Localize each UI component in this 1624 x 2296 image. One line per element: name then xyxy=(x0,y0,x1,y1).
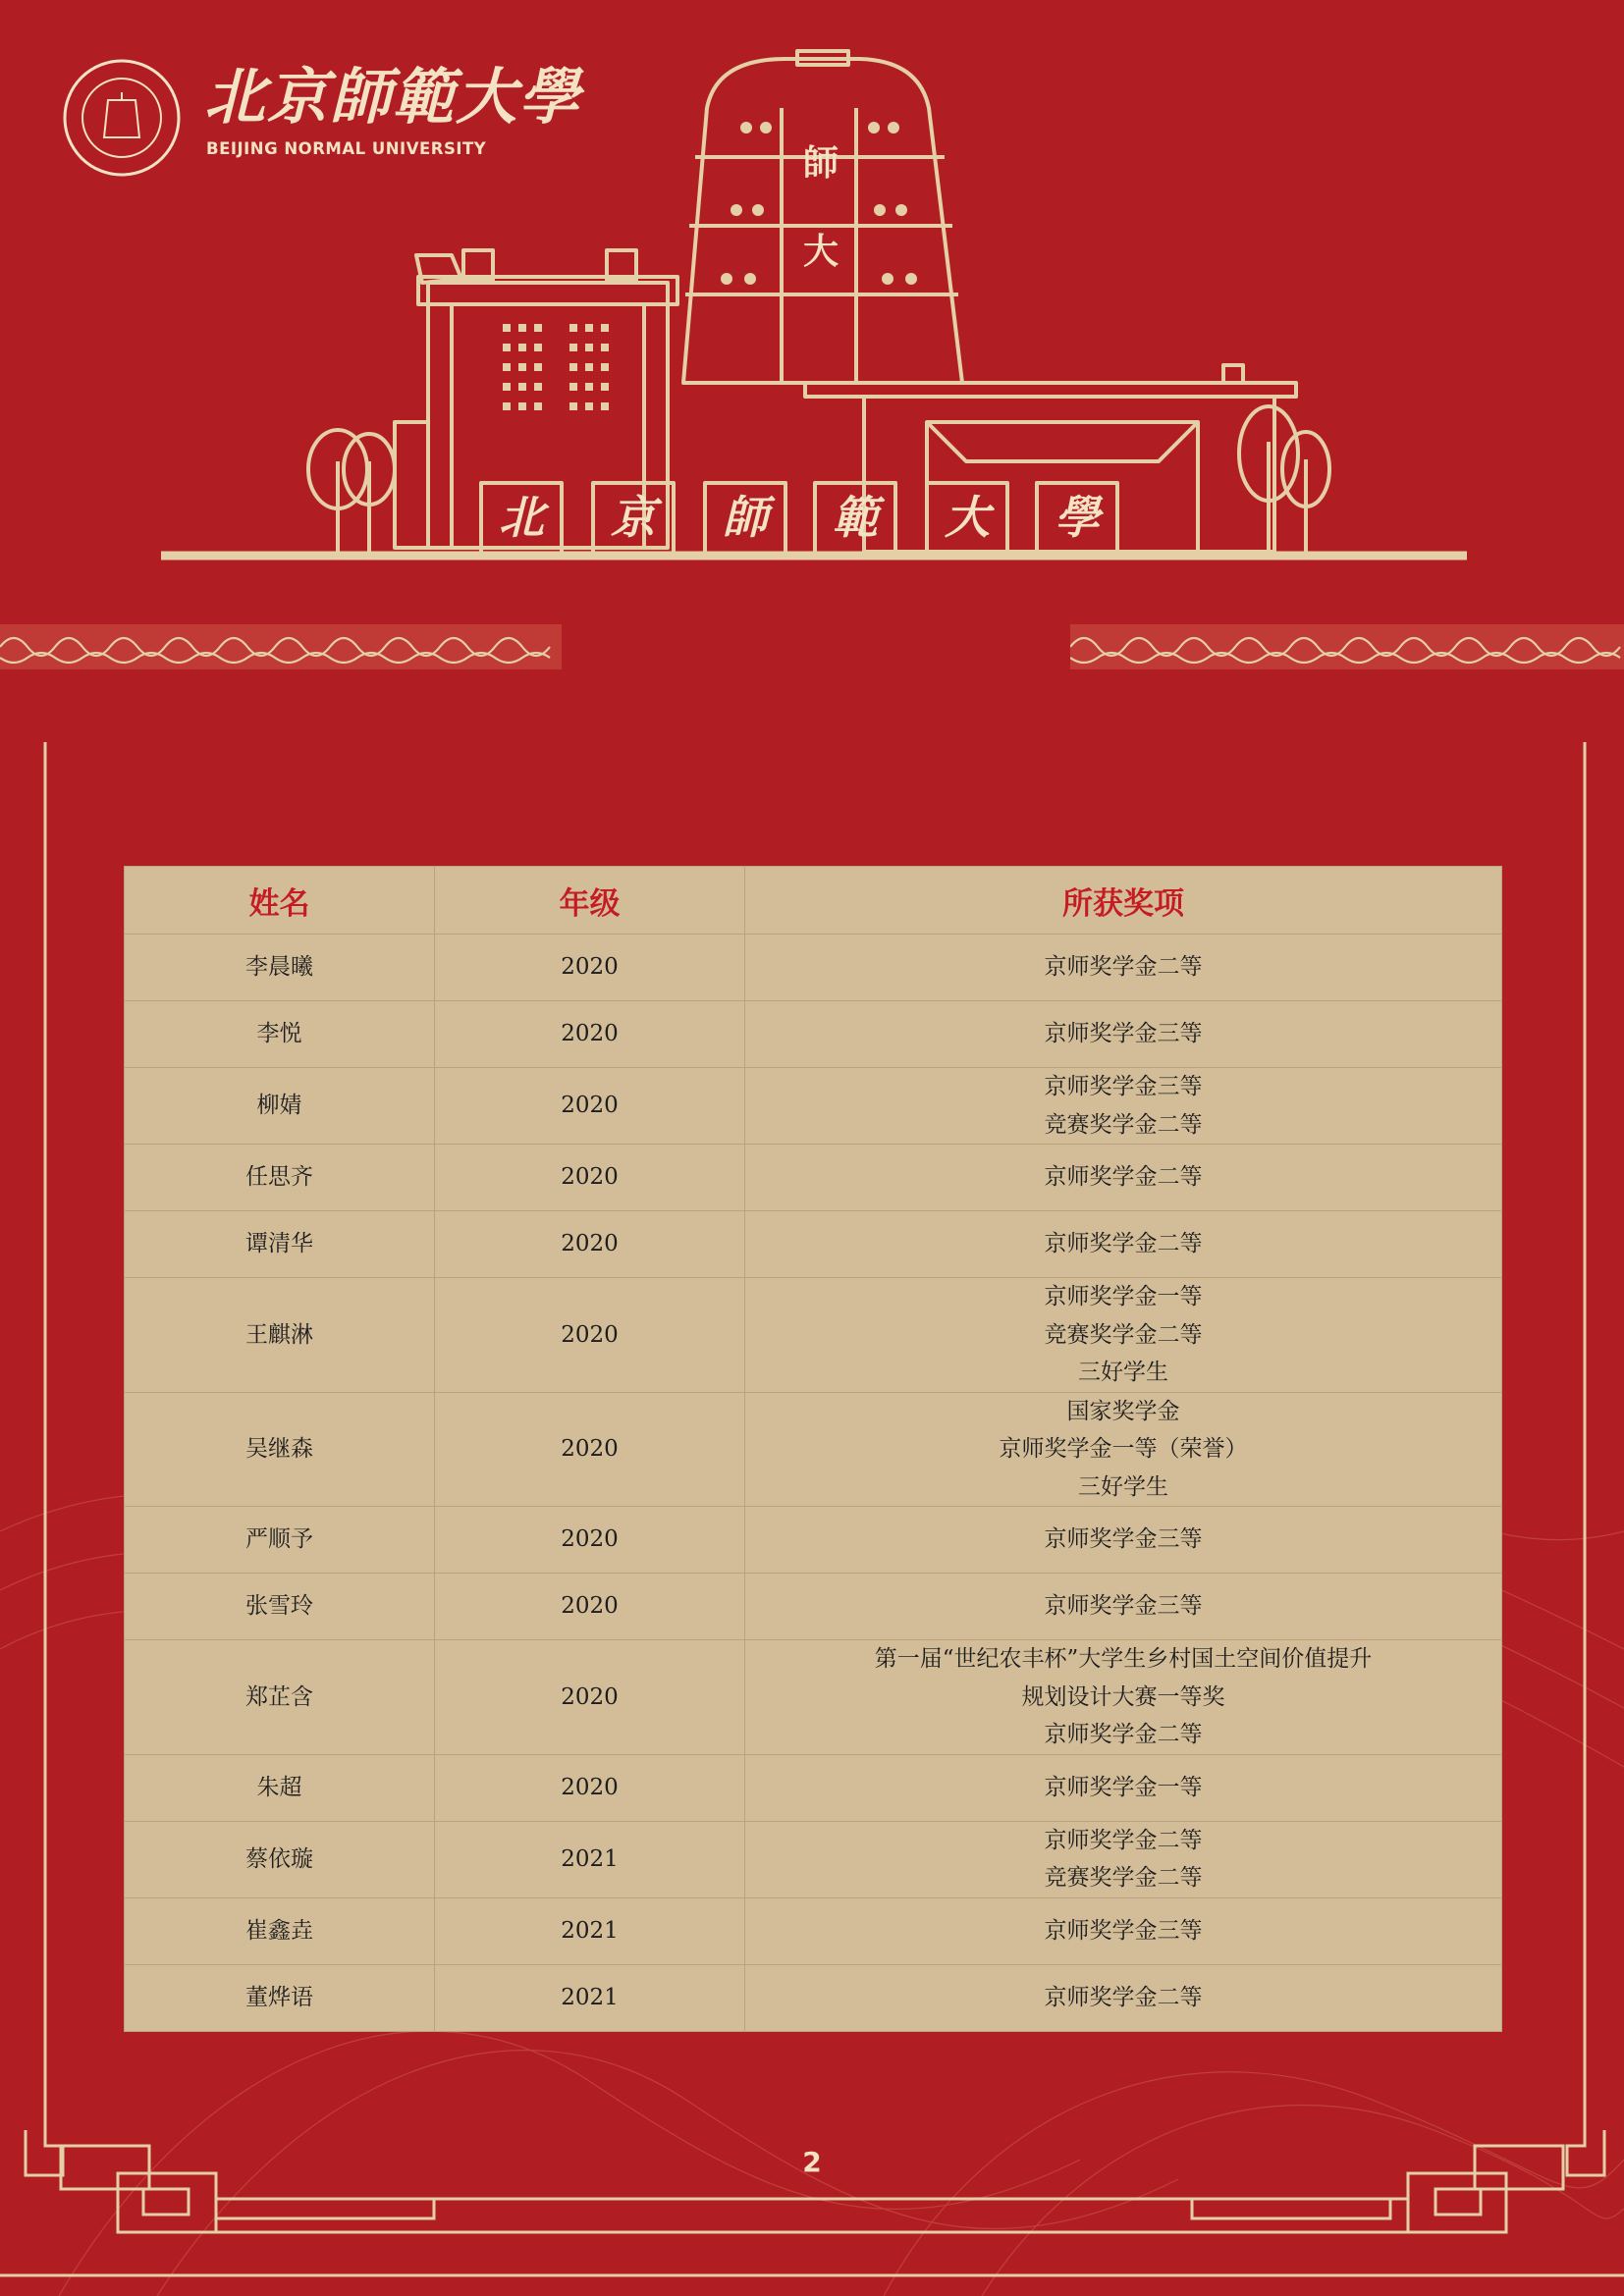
awards-cell xyxy=(745,1821,1502,1897)
table-row xyxy=(125,1001,1502,1068)
cloud-pattern-right xyxy=(1070,624,1624,669)
university-seal-icon xyxy=(61,57,183,179)
award-item: 京师奖学金二等 xyxy=(1044,954,1203,981)
award-item: 京师奖学金二等 xyxy=(1044,1984,1203,2010)
table-row xyxy=(125,1897,1502,1964)
award-item: 竞赛奖学金二等 xyxy=(1044,1111,1203,1138)
awards-cell xyxy=(745,934,1502,1001)
student-name-cell: 柳婧 xyxy=(125,1068,435,1145)
grade-cell: 2020 xyxy=(435,1211,745,1278)
award-item: 规划设计大赛一等奖 xyxy=(1021,1683,1225,1710)
award-item: 三好学生 xyxy=(1078,1473,1168,1500)
table-row xyxy=(125,1211,1502,1278)
grade-cell: 2021 xyxy=(435,1821,745,1897)
table-row xyxy=(125,1507,1502,1574)
student-name-cell: 李晨曦 xyxy=(125,934,435,1001)
awards-cell xyxy=(745,1068,1502,1145)
grade-cell: 2020 xyxy=(435,934,745,1001)
grade-cell: 2020 xyxy=(435,1574,745,1640)
awards-cell xyxy=(745,1001,1502,1068)
award-item: 京师奖学金二等 xyxy=(1044,1722,1203,1747)
table-row xyxy=(125,1068,1502,1145)
student-name-cell: 崔鑫垚 xyxy=(125,1897,435,1964)
student-name-cell: 朱超 xyxy=(125,1754,435,1821)
awards-cell xyxy=(745,1507,1502,1574)
gate-char-6: 學 xyxy=(1055,491,1100,544)
grade-cell: 2020 xyxy=(435,1754,745,1821)
award-item: 京师奖学金三等 xyxy=(1044,1526,1203,1553)
student-name-cell: 任思齐 xyxy=(125,1145,435,1211)
gate-char-2: 京 xyxy=(611,491,656,544)
grade-cell: 2020 xyxy=(435,1392,745,1507)
student-name-cell: 王麒淋 xyxy=(125,1278,435,1393)
awards-cell xyxy=(745,1640,1502,1755)
awards-cell xyxy=(745,1897,1502,1964)
award-item: 京师奖学金三等 xyxy=(1044,1593,1203,1620)
gate-char-4: 範 xyxy=(833,491,878,544)
grade-cell: 2020 xyxy=(435,1278,745,1393)
table-row xyxy=(125,1821,1502,1897)
award-item: 京师奖学金一等（荣誉） xyxy=(999,1436,1248,1462)
awards-cell xyxy=(745,1964,1502,2031)
grade-cell: 2020 xyxy=(435,1507,745,1574)
award-item: 京师奖学金三等 xyxy=(1044,1917,1203,1944)
awards-cell xyxy=(745,1211,1502,1278)
award-item: 第一届“世纪农丰杯”大学生乡村国土空间价值提升 xyxy=(874,1646,1373,1672)
student-name-cell: 郑芷含 xyxy=(125,1640,435,1755)
column-header-name: 姓名 xyxy=(125,867,435,934)
tower-char-2: 大 xyxy=(802,231,839,272)
awards-cell xyxy=(745,1145,1502,1211)
tower-char-1: 師 xyxy=(802,142,839,184)
grade-cell: 2020 xyxy=(435,1001,745,1068)
award-item: 京师奖学金二等 xyxy=(1044,1164,1203,1191)
award-item: 京师奖学金二等 xyxy=(1044,1231,1203,1257)
table-body xyxy=(125,934,1502,2032)
table-row xyxy=(125,1574,1502,1640)
awards-cell xyxy=(745,1754,1502,1821)
student-name-cell: 李悦 xyxy=(125,1001,435,1068)
grade-cell: 2021 xyxy=(435,1964,745,2031)
awards-table xyxy=(124,866,1502,2032)
award-item: 京师奖学金三等 xyxy=(1044,1074,1203,1099)
award-item: 竞赛奖学金二等 xyxy=(1044,1321,1203,1348)
gate-char-3: 師 xyxy=(723,491,768,544)
award-item: 竞赛奖学金二等 xyxy=(1044,1865,1203,1891)
awards-cell xyxy=(745,1278,1502,1393)
award-item: 京师奖学金一等 xyxy=(1044,1774,1203,1800)
table-header-row xyxy=(125,867,1502,934)
table-row xyxy=(125,1754,1502,1821)
award-item: 京师奖学金三等 xyxy=(1044,1021,1203,1047)
table-row xyxy=(125,934,1502,1001)
table-row xyxy=(125,1392,1502,1507)
table-row xyxy=(125,1964,1502,2031)
table-row xyxy=(125,1640,1502,1755)
grade-cell: 2020 xyxy=(435,1145,745,1211)
awards-cell xyxy=(745,1574,1502,1640)
cloud-pattern-left xyxy=(0,624,562,669)
awards-cell xyxy=(745,1392,1502,1507)
page-number: 2 xyxy=(802,2146,822,2178)
table-row xyxy=(125,1145,1502,1211)
grade-cell: 2020 xyxy=(435,1068,745,1145)
award-item: 国家奖学金 xyxy=(1066,1398,1180,1424)
column-header-grade: 年级 xyxy=(435,867,745,934)
student-name-cell: 董烨语 xyxy=(125,1964,435,2031)
gate-char-5: 大 xyxy=(945,491,990,544)
award-item: 三好学生 xyxy=(1078,1360,1168,1385)
student-name-cell: 严顺予 xyxy=(125,1507,435,1574)
table-row xyxy=(125,1278,1502,1393)
award-item: 京师奖学金二等 xyxy=(1044,1827,1203,1853)
grade-cell: 2020 xyxy=(435,1640,745,1755)
student-name-cell: 张雪玲 xyxy=(125,1574,435,1640)
student-name-cell: 吴继森 xyxy=(125,1392,435,1507)
university-name-cn: 北京師範大學 xyxy=(204,61,582,133)
award-item: 京师奖学金一等 xyxy=(1044,1284,1203,1309)
student-name-cell: 谭清华 xyxy=(125,1211,435,1278)
student-name-cell: 蔡依璇 xyxy=(125,1821,435,1897)
column-header-awards: 所获奖项 xyxy=(745,867,1502,934)
university-name-en: BEIJING NORMAL UNIVERSITY xyxy=(206,139,487,158)
grade-cell: 2021 xyxy=(435,1897,745,1964)
gate-char-1: 北 xyxy=(499,491,544,544)
